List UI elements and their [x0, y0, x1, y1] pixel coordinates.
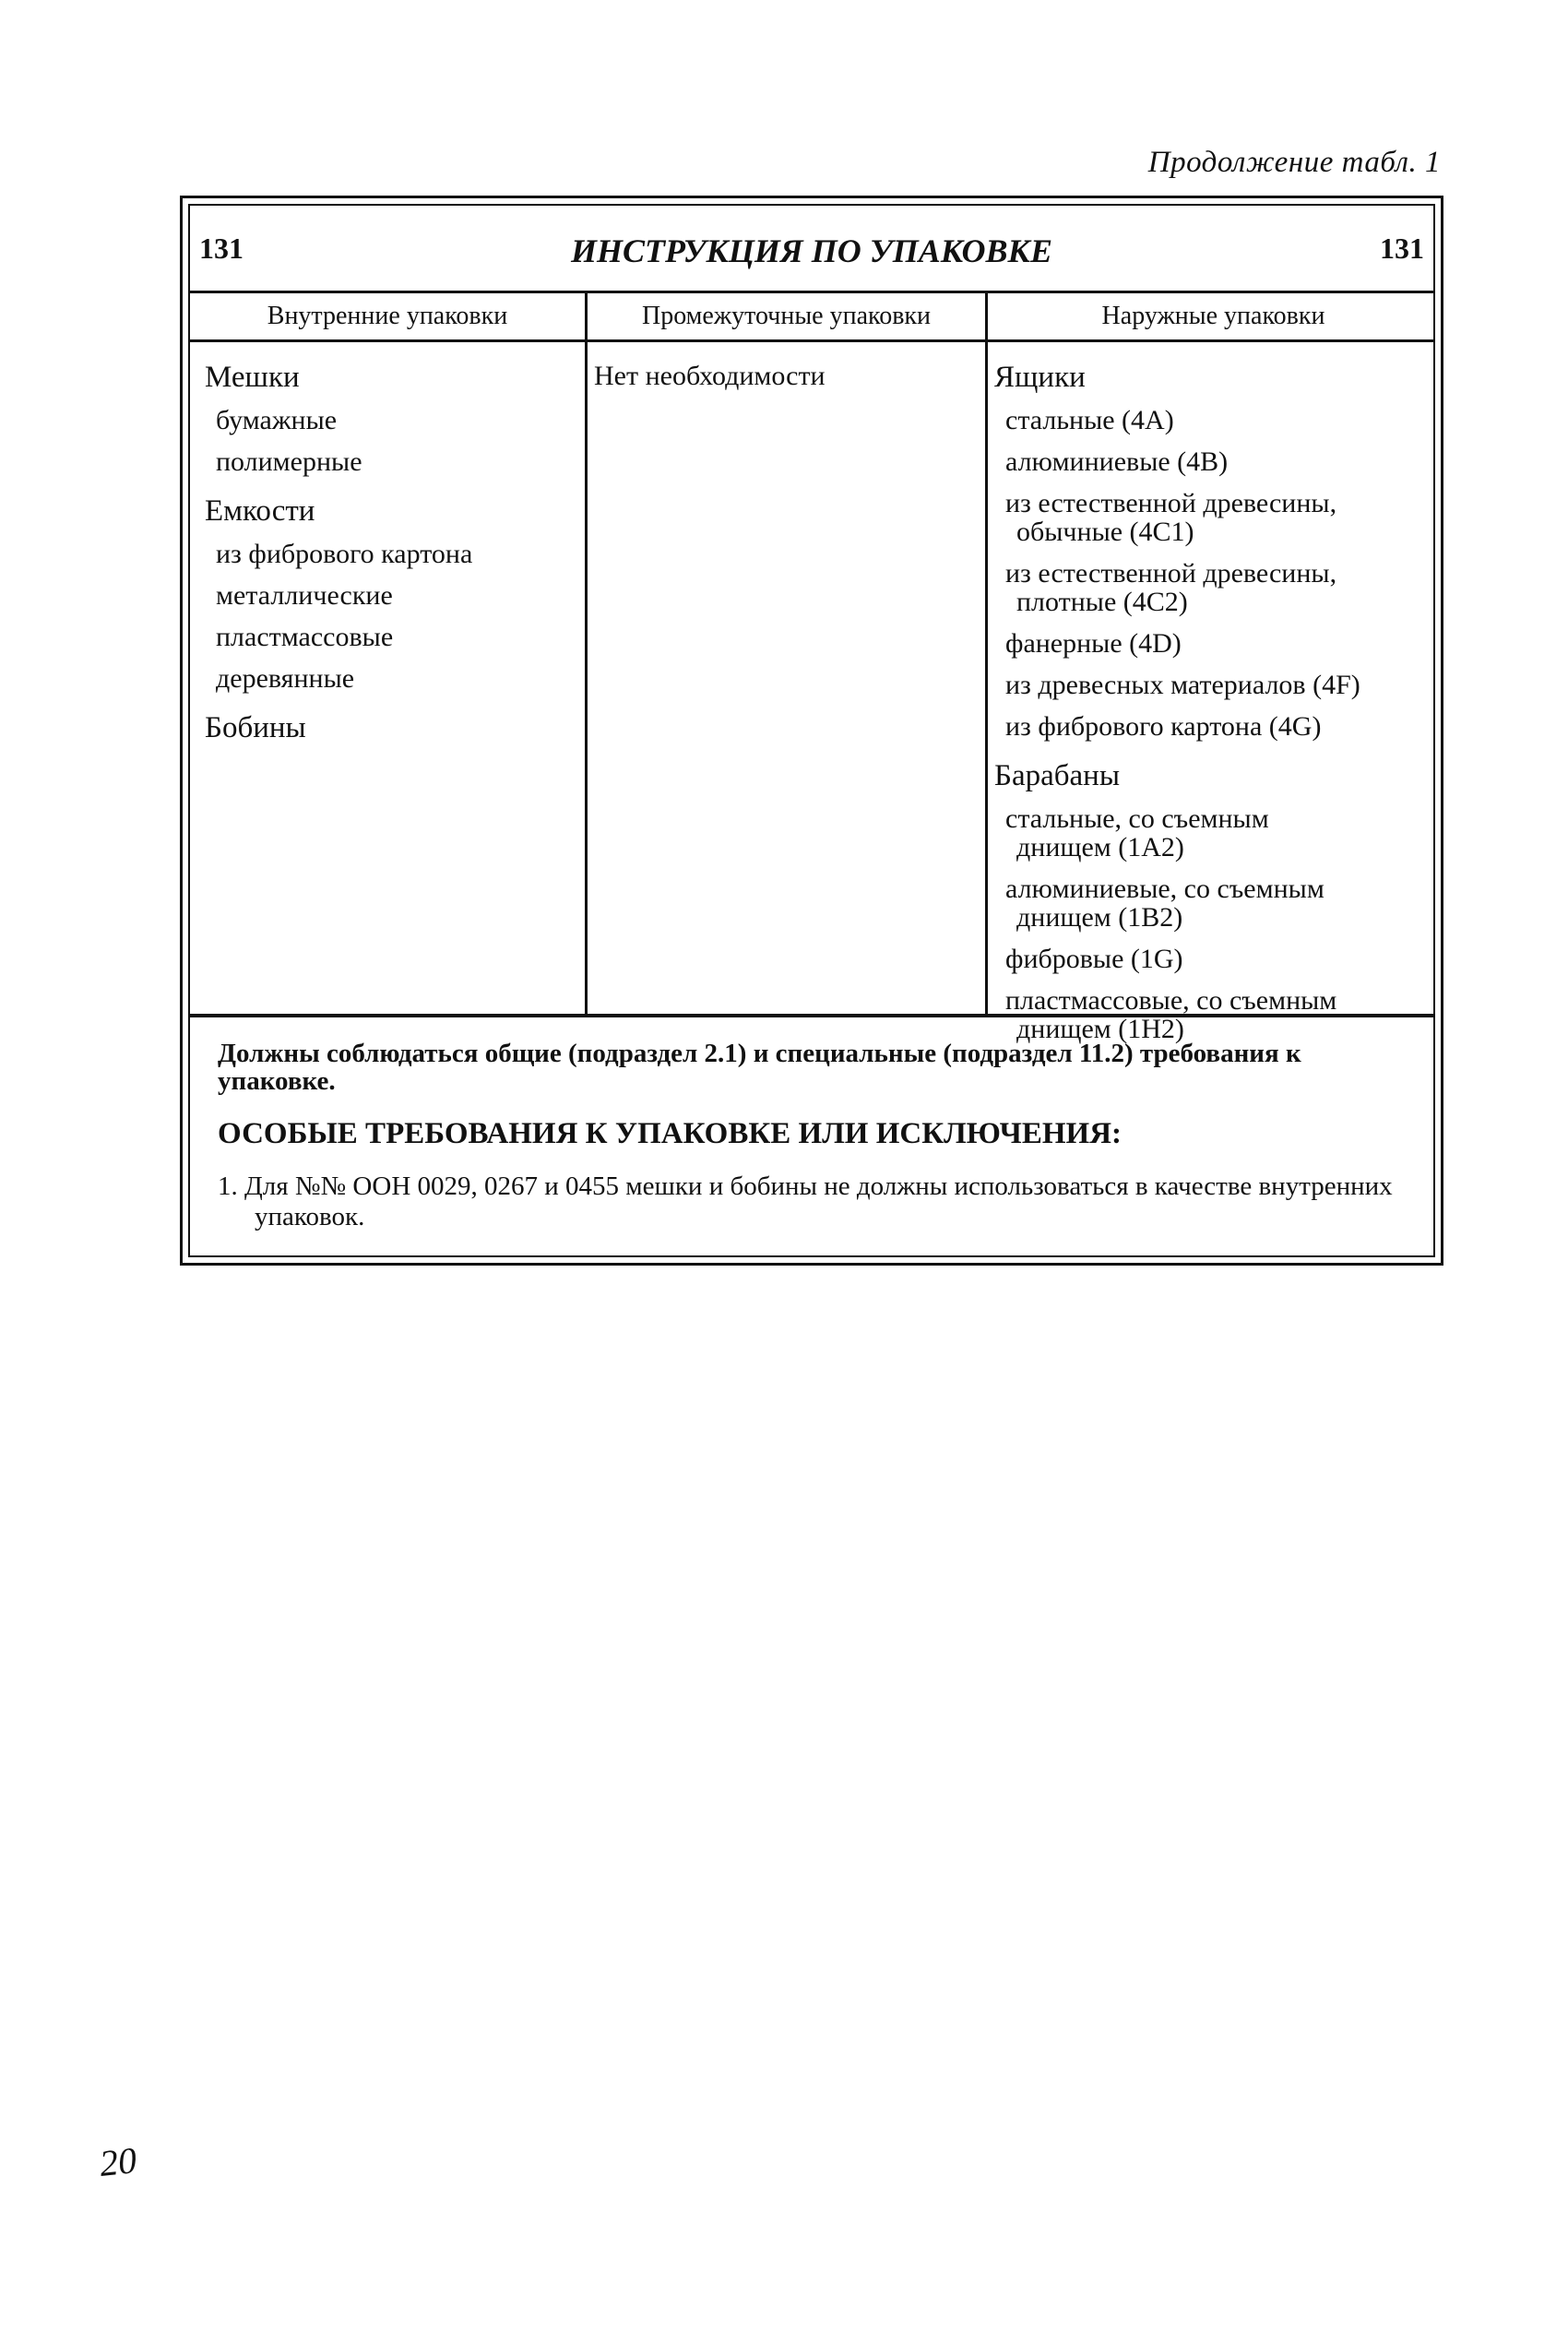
list-item: полимерные [216, 446, 362, 477]
item-line: фибровые (1G) [1005, 944, 1183, 974]
group-receptacles: Емкости [205, 494, 315, 528]
item-line-cont: плотные (4С2) [1016, 587, 1188, 617]
list-item [994, 447, 1437, 476]
intermediate-value: Нет необходимости [594, 361, 826, 391]
inner-packagings-column [205, 342, 574, 1014]
list-item [994, 712, 1437, 741]
outer-packagings-column [994, 342, 1437, 1044]
group-boxes: Ящики [994, 361, 1086, 394]
list-item [994, 629, 1437, 658]
column-header-row [190, 293, 1433, 342]
item-line-cont: днищем (1А2) [1016, 832, 1184, 862]
column-divider [985, 293, 988, 1014]
list-item: металлические [216, 580, 393, 611]
list-item [994, 804, 1437, 862]
list-item [994, 489, 1437, 546]
item-line: из естественной древесины, [1005, 488, 1337, 518]
item-line: из естественной древесины, [1005, 558, 1337, 589]
item-line-cont: днищем (1Н2) [1016, 1014, 1184, 1044]
intermediate-packagings-column [594, 342, 981, 1014]
list-item: деревянные [216, 663, 355, 694]
page-number: 20 [97, 2139, 139, 2184]
item-line-cont: днищем (1В2) [1016, 902, 1183, 933]
table-inner-border [188, 204, 1435, 1257]
list-item [994, 945, 1437, 973]
list-item: из фибрового картона [216, 539, 473, 569]
table-title: ИНСТРУКЦИЯ ПО УПАКОВКЕ [571, 232, 1052, 269]
list-item [994, 874, 1437, 932]
group-bags: Мешки [205, 361, 300, 394]
item-line: алюминиевые (4В) [1005, 446, 1229, 477]
special-requirement-note: 1. Для №№ ООН 0029, 0267 и 0455 мешки и бобины не должны использоваться в качестве внутренних упаковок. [218, 1171, 1393, 1231]
item-line: из фибрового картона (4G) [1005, 711, 1322, 742]
instruction-code-right: 131 [1380, 232, 1424, 265]
table-footer [190, 1017, 1433, 1255]
table-title-row [190, 206, 1433, 293]
list-item [994, 559, 1437, 616]
group-reels: Бобины [205, 711, 306, 744]
item-line: из древесных материалов (4F) [1005, 670, 1360, 700]
item-line: стальные, со съемным [1005, 803, 1269, 834]
table-body [190, 342, 1433, 1044]
general-requirements: Должны соблюдаться общие (подраздел 2.1) и специальные (подраздел 11.2) требования к упаковке. [218, 1039, 1301, 1096]
item-line: пластмассовые, со съемным [1005, 985, 1337, 1016]
item-line-cont: обычные (4С1) [1016, 517, 1194, 547]
item-line: фанерные (4D) [1005, 628, 1182, 659]
list-item: бумажные [216, 405, 338, 435]
list-item [994, 406, 1437, 434]
table-continuation-label: Продолжение табл. 1 [1147, 146, 1441, 179]
instruction-code-left: 131 [199, 232, 244, 265]
header-outer-packagings: Наружные упаковки [1101, 302, 1325, 330]
packing-instruction-table [180, 196, 1443, 1266]
header-intermediate-packagings: Промежуточные упаковки [641, 302, 932, 330]
list-item: пластмассовые [216, 622, 394, 652]
group-drums: Барабаны [994, 759, 1121, 792]
special-requirements-title: ОСОБЫЕ ТРЕБОВАНИЯ К УПАКОВКЕ ИЛИ ИСКЛЮЧЕНИЯ: [218, 1117, 1123, 1150]
item-line: алюминиевые, со съемным [1005, 874, 1324, 904]
column-divider [585, 293, 588, 1014]
header-inner-packagings: Внутренние упаковки [267, 302, 508, 330]
item-line: стальные (4А) [1005, 405, 1174, 435]
list-item [994, 671, 1437, 699]
